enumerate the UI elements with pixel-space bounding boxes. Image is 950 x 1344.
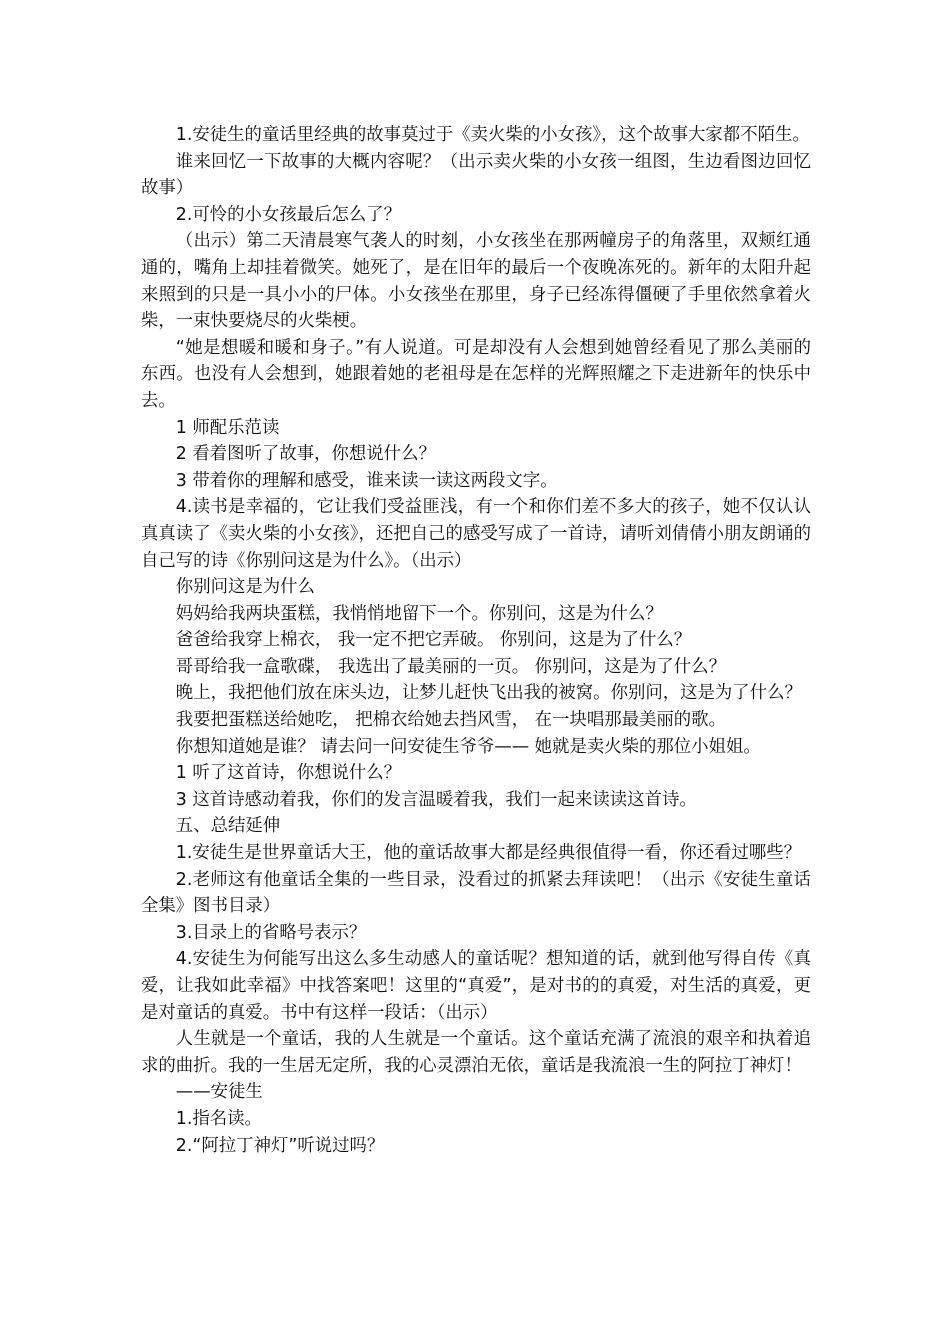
poem-title: 你别问这是为什么: [175, 577, 315, 598]
paragraph: 2.可怜的小女孩最后怎么了？: [175, 204, 402, 225]
quote-attribution: ——安徒生: [175, 1082, 263, 1103]
paragraph: 3.目录上的省略号表示？: [175, 922, 367, 943]
document-body: [141, 122, 811, 1159]
paragraph: “她是想暖和暖和身子。”有人说道。可是却没有人会想到她曾经看见了那么美丽的东西。也没有人会想到，她跟着她的老祖母是在怎样的光辉照耀之下走进新年的快乐中去。: [141, 337, 811, 411]
poem-line: 你想知道她是谁？ 请去问一问安徒生爷爷—— 她就是卖火柴的那位小姐姐。: [175, 736, 761, 757]
poem-line: 妈妈给我两块蛋糕，我悄悄地留下一个。你别问，这是为什么？: [175, 603, 663, 624]
paragraph: （出示）第二天清晨寒气袭人的时刻，小女孩坐在那两幢房子的角落里，双颊红通通的，嘴角上却挂着微笑。她死了，是在旧年的最后一个夜晚冻死的。新年的太阳升起来照到的只是一具小小的尸体。小女孩坐在那里，身子已经冻得僵硬了手里依然拿着火柴，一束快要烧尽的火柴梗。: [141, 231, 811, 332]
paragraph: 2 看着图听了故事，你想说什么？: [175, 444, 436, 465]
paragraph: 1.安徒生的童话里经典的故事莫过于《卖火柴的小女孩》，这个故事大家都不陌生。: [175, 125, 810, 145]
paragraph: 1 听了这首诗，你想说什么？: [175, 763, 402, 784]
paragraph: 1 师配乐范读: [175, 417, 280, 438]
poem-line: 哥哥给我一盒歌碟， 我选出了最美丽的一页。 你别问，这是为了什么？: [175, 656, 726, 677]
paragraph: 4.读书是幸福的，它让我们受益匪浅，有一个和你们差不多大的孩子，她不仅认认真真读了《卖火柴的小女孩》，还把自己的感受写成了一首诗，请听刘倩倩小朋友朗诵的自己写的诗《你别问这是为什么》。（出示）: [141, 497, 811, 571]
paragraph: 4.安徒生为何能写出这么多生动感人的童话呢？想知道的话，就到他写得自传《真爱，让我如此幸福》中找答案吧！这里的“真爱”，是对书的的真爱，对生活的真爱，更是对童话的真爱。书中有这样一段话：（出示）: [141, 949, 811, 1023]
quote-paragraph: 人生就是一个童话，我的人生就是一个童话。这个童话充满了流浪的艰辛和执着追求的曲折。我的一生居无定所，我的心灵漂泊无依，童话是我流浪一生的阿拉丁神灯！: [141, 1029, 811, 1076]
poem-line: 晚上，我把他们放在床头边，让梦儿赶快飞出我的被窝。你别问，这是为了什么？: [175, 683, 802, 704]
paragraph: 2.“阿拉丁神灯”听说过吗？: [175, 1135, 385, 1156]
paragraph: 谁来回忆一下故事的大概内容呢？（出示卖火柴的小女孩一组图，生边看图边回忆故事）: [141, 151, 811, 199]
section-heading: 五、总结延伸: [175, 816, 281, 837]
paragraph: 3 这首诗感动着我，你们的发言温暖着我，我们一起来读读这首诗。: [175, 789, 697, 810]
paragraph: 2.老师这有他童话全集的一些目录，没看过的抓紧去拜读吧！（出示《安徒生童话全集》图书目录）: [141, 869, 811, 917]
paragraph: 1.安徒生是世界童话大王，他的童话故事大都是经典很值得一看，你还看过哪些？: [175, 843, 802, 864]
paragraph: 3 带着你的理解和感受，谁来读一读这两段文字。: [175, 470, 558, 491]
poem-line: 爸爸给我穿上棉衣， 我一定不把它弄破。 你别问，这是为了什么？: [175, 630, 692, 651]
poem-line: 我要把蛋糕送给她吃， 把棉衣给她去挡风雪， 在一块唱那最美丽的歌。: [175, 710, 726, 731]
paragraph: 1.指名读。: [175, 1108, 262, 1129]
